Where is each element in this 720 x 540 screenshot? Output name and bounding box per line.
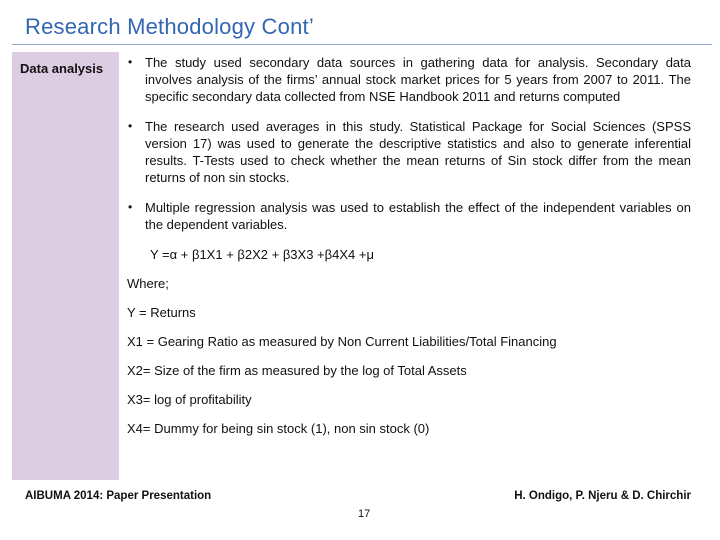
bullet-icon: • xyxy=(128,55,133,69)
footer-authors: H. Ondigo, P. Njeru & D. Chirchir xyxy=(514,490,691,502)
slide-title: Research Methodology Cont’ xyxy=(25,14,314,39)
footer-conference: AIBUMA 2014: Paper Presentation xyxy=(25,490,212,502)
sidebar-label: Data analysis xyxy=(20,61,104,76)
bullet-icon: • xyxy=(128,119,133,133)
definition-y: Y = Returns xyxy=(127,305,196,320)
where-label: Where; xyxy=(127,276,169,291)
bullet-text: The research used averages in this study. Statistical Package for Social Sciences (SPSS version 17) was used to generate the descriptive statistics and also to generate inferential results. T-Tests used to check whether the mean returns of Sin stock differ from the mean returns of non sin stocks. xyxy=(145,119,691,185)
title-divider xyxy=(12,44,712,45)
bullet-text: The study used secondary data sources in gathering data for analysis. Secondary data involves analysis of the firms’ annual stock market prices for 5 years from 2007 to 2011. The specific secondary data collected from NSE Handbook 2011 and returns computed xyxy=(145,55,691,104)
regression-equation: Y =α + β1X1 + β2X2 + β3X3 +β4X4 +μ xyxy=(150,247,374,262)
definition-x2: X2= Size of the firm as measured by the log of Total Assets xyxy=(127,363,467,378)
definition-x4: X4= Dummy for being sin stock (1), non sin stock (0) xyxy=(127,421,430,436)
sidebar-panel xyxy=(12,52,119,480)
content-area xyxy=(127,54,691,449)
bullet-item xyxy=(127,54,691,105)
bullet-item xyxy=(127,118,691,186)
bullet-icon: • xyxy=(128,200,133,214)
page-number: 17 xyxy=(358,508,371,520)
definition-x1: X1 = Gearing Ratio as measured by Non Current Liabilities/Total Financing xyxy=(127,334,557,349)
definition-x3: X3= log of profitability xyxy=(127,392,252,407)
bullet-item xyxy=(127,199,691,233)
bullet-text: Multiple regression analysis was used to establish the effect of the independent variables on the dependent variables. xyxy=(145,200,691,232)
